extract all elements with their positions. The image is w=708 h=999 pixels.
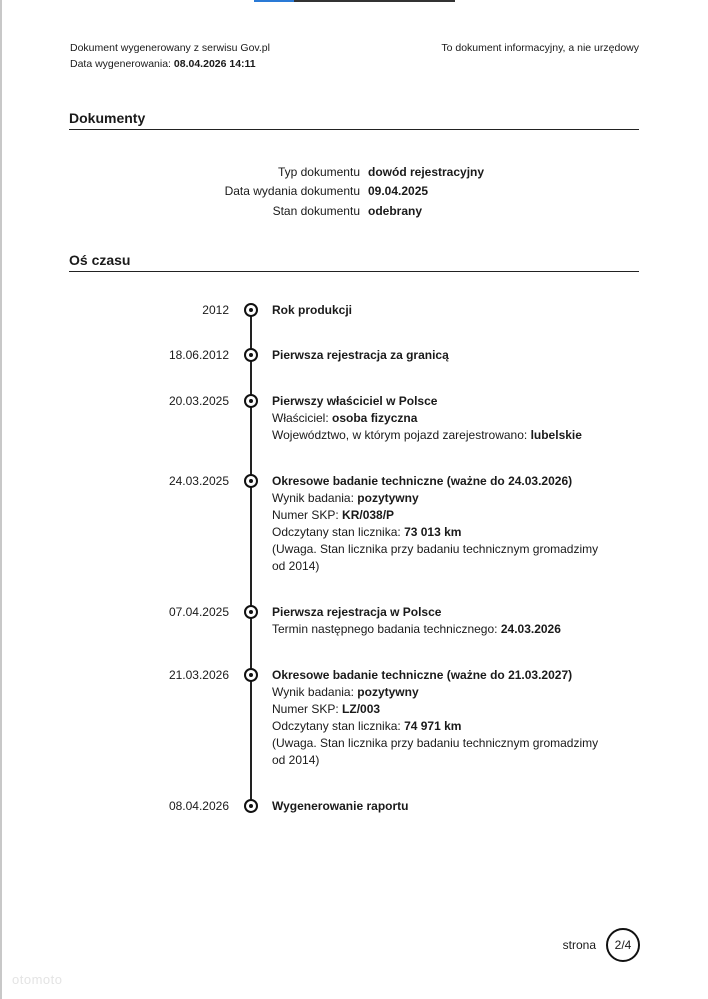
page-footer <box>563 928 640 962</box>
doc-row-status <box>200 201 600 221</box>
line-label: Województwo, w którym pojazd zarejestrowano: <box>272 428 528 442</box>
header-left <box>70 40 270 72</box>
top-strip <box>254 0 455 2</box>
timeline-dot-icon <box>244 799 258 813</box>
event-body <box>272 393 612 444</box>
event-title: Pierwsza rejestracja za granicą <box>272 348 449 362</box>
source-text: Dokument wygenerowany z serwisu Gov.pl <box>70 42 270 54</box>
documents-section-title: Dokumenty <box>69 110 639 130</box>
event-line <box>272 524 612 541</box>
line-value: 74 971 km <box>404 719 462 733</box>
line-value: lubelskie <box>530 428 582 442</box>
event-note: (Uwaga. Stan licznika przy badaniu technicznym gromadzimy od 2014) <box>272 542 599 573</box>
doc-row-issue-date <box>200 182 600 202</box>
event-line <box>272 427 612 444</box>
watermark: otomoto <box>12 972 63 987</box>
generated-date-row <box>70 56 270 72</box>
line-label: Odczytany stan licznika: <box>272 525 401 539</box>
event-title: Okresowe badanie techniczne (ważne do 24.03.2026) <box>272 474 573 488</box>
event-date: 2012 <box>202 303 229 317</box>
event-body <box>272 798 612 815</box>
documents-table <box>200 162 600 221</box>
page-label: strona <box>562 938 596 952</box>
timeline-dot-icon <box>244 348 258 362</box>
line-value: pozytywny <box>357 685 419 699</box>
line-label: Wynik badania: <box>272 491 354 505</box>
line-label: Właściciel: <box>272 411 329 425</box>
doc-value: odebrany <box>368 203 423 218</box>
event-line <box>272 507 612 524</box>
line-value: KR/038/P <box>342 508 395 522</box>
line-label: Odczytany stan licznika: <box>272 719 401 733</box>
event-date: 24.03.2025 <box>168 474 229 488</box>
event-date: 21.03.2026 <box>168 668 229 682</box>
line-label: Wynik badania: <box>272 685 354 699</box>
event-title: Okresowe badanie techniczne (ważne do 21.03.2027) <box>272 668 573 682</box>
event-line <box>272 490 612 507</box>
line-value: LZ/003 <box>342 702 381 716</box>
event-title: Pierwsza rejestracja w Polsce <box>272 605 442 619</box>
page-edge <box>0 0 2 999</box>
line-label: Termin następnego badania technicznego: <box>272 622 498 636</box>
event-date: 08.04.2026 <box>168 799 229 813</box>
event-line <box>272 684 612 701</box>
doc-value: 09.04.2025 <box>368 184 429 199</box>
timeline-dot-icon <box>244 474 258 488</box>
event-title: Rok produkcji <box>272 303 353 317</box>
doc-key: Data wydania dokumentu <box>224 184 360 199</box>
generated-label: Data wygenerowania: <box>70 58 171 70</box>
line-value: osoba fizyczna <box>332 411 418 425</box>
generated-value: 08.04.2026 14:11 <box>173 58 256 70</box>
doc-value: dowód rejestracyjny <box>368 164 485 179</box>
doc-key: Typ dokumentu <box>277 164 360 179</box>
timeline-dot-icon <box>244 668 258 682</box>
doc-row-type <box>200 162 600 182</box>
line-label: Numer SKP: <box>272 702 339 716</box>
event-date: 18.06.2012 <box>168 348 229 362</box>
timeline-line <box>250 310 252 806</box>
event-body <box>272 302 612 319</box>
event-date: 20.03.2025 <box>168 394 229 408</box>
event-line <box>272 701 612 718</box>
event-body <box>272 473 612 575</box>
event-body <box>272 604 612 638</box>
disclaimer: To dokument informacyjny, a nie urzędowy <box>441 42 639 54</box>
event-body <box>272 667 612 769</box>
event-body <box>272 347 612 364</box>
timeline-dot-icon <box>244 605 258 619</box>
event-note: (Uwaga. Stan licznika przy badaniu technicznym gromadzimy od 2014) <box>272 736 599 767</box>
line-value: 24.03.2026 <box>500 622 561 636</box>
event-title: Wygenerowanie raportu <box>272 799 409 813</box>
timeline-dot-icon <box>244 303 258 317</box>
page-number-badge: 2/4 <box>606 928 640 962</box>
timeline-dot-icon <box>244 394 258 408</box>
doc-key: Stan dokumentu <box>272 203 360 218</box>
line-label: Numer SKP: <box>272 508 339 522</box>
event-line <box>272 718 612 735</box>
line-value: pozytywny <box>357 491 419 505</box>
event-title: Pierwszy właściciel w Polsce <box>272 394 438 408</box>
event-line <box>272 410 612 427</box>
line-value: 73 013 km <box>404 525 462 539</box>
event-date: 07.04.2025 <box>168 605 229 619</box>
timeline-section-title: Oś czasu <box>69 252 639 272</box>
event-line <box>272 621 612 638</box>
